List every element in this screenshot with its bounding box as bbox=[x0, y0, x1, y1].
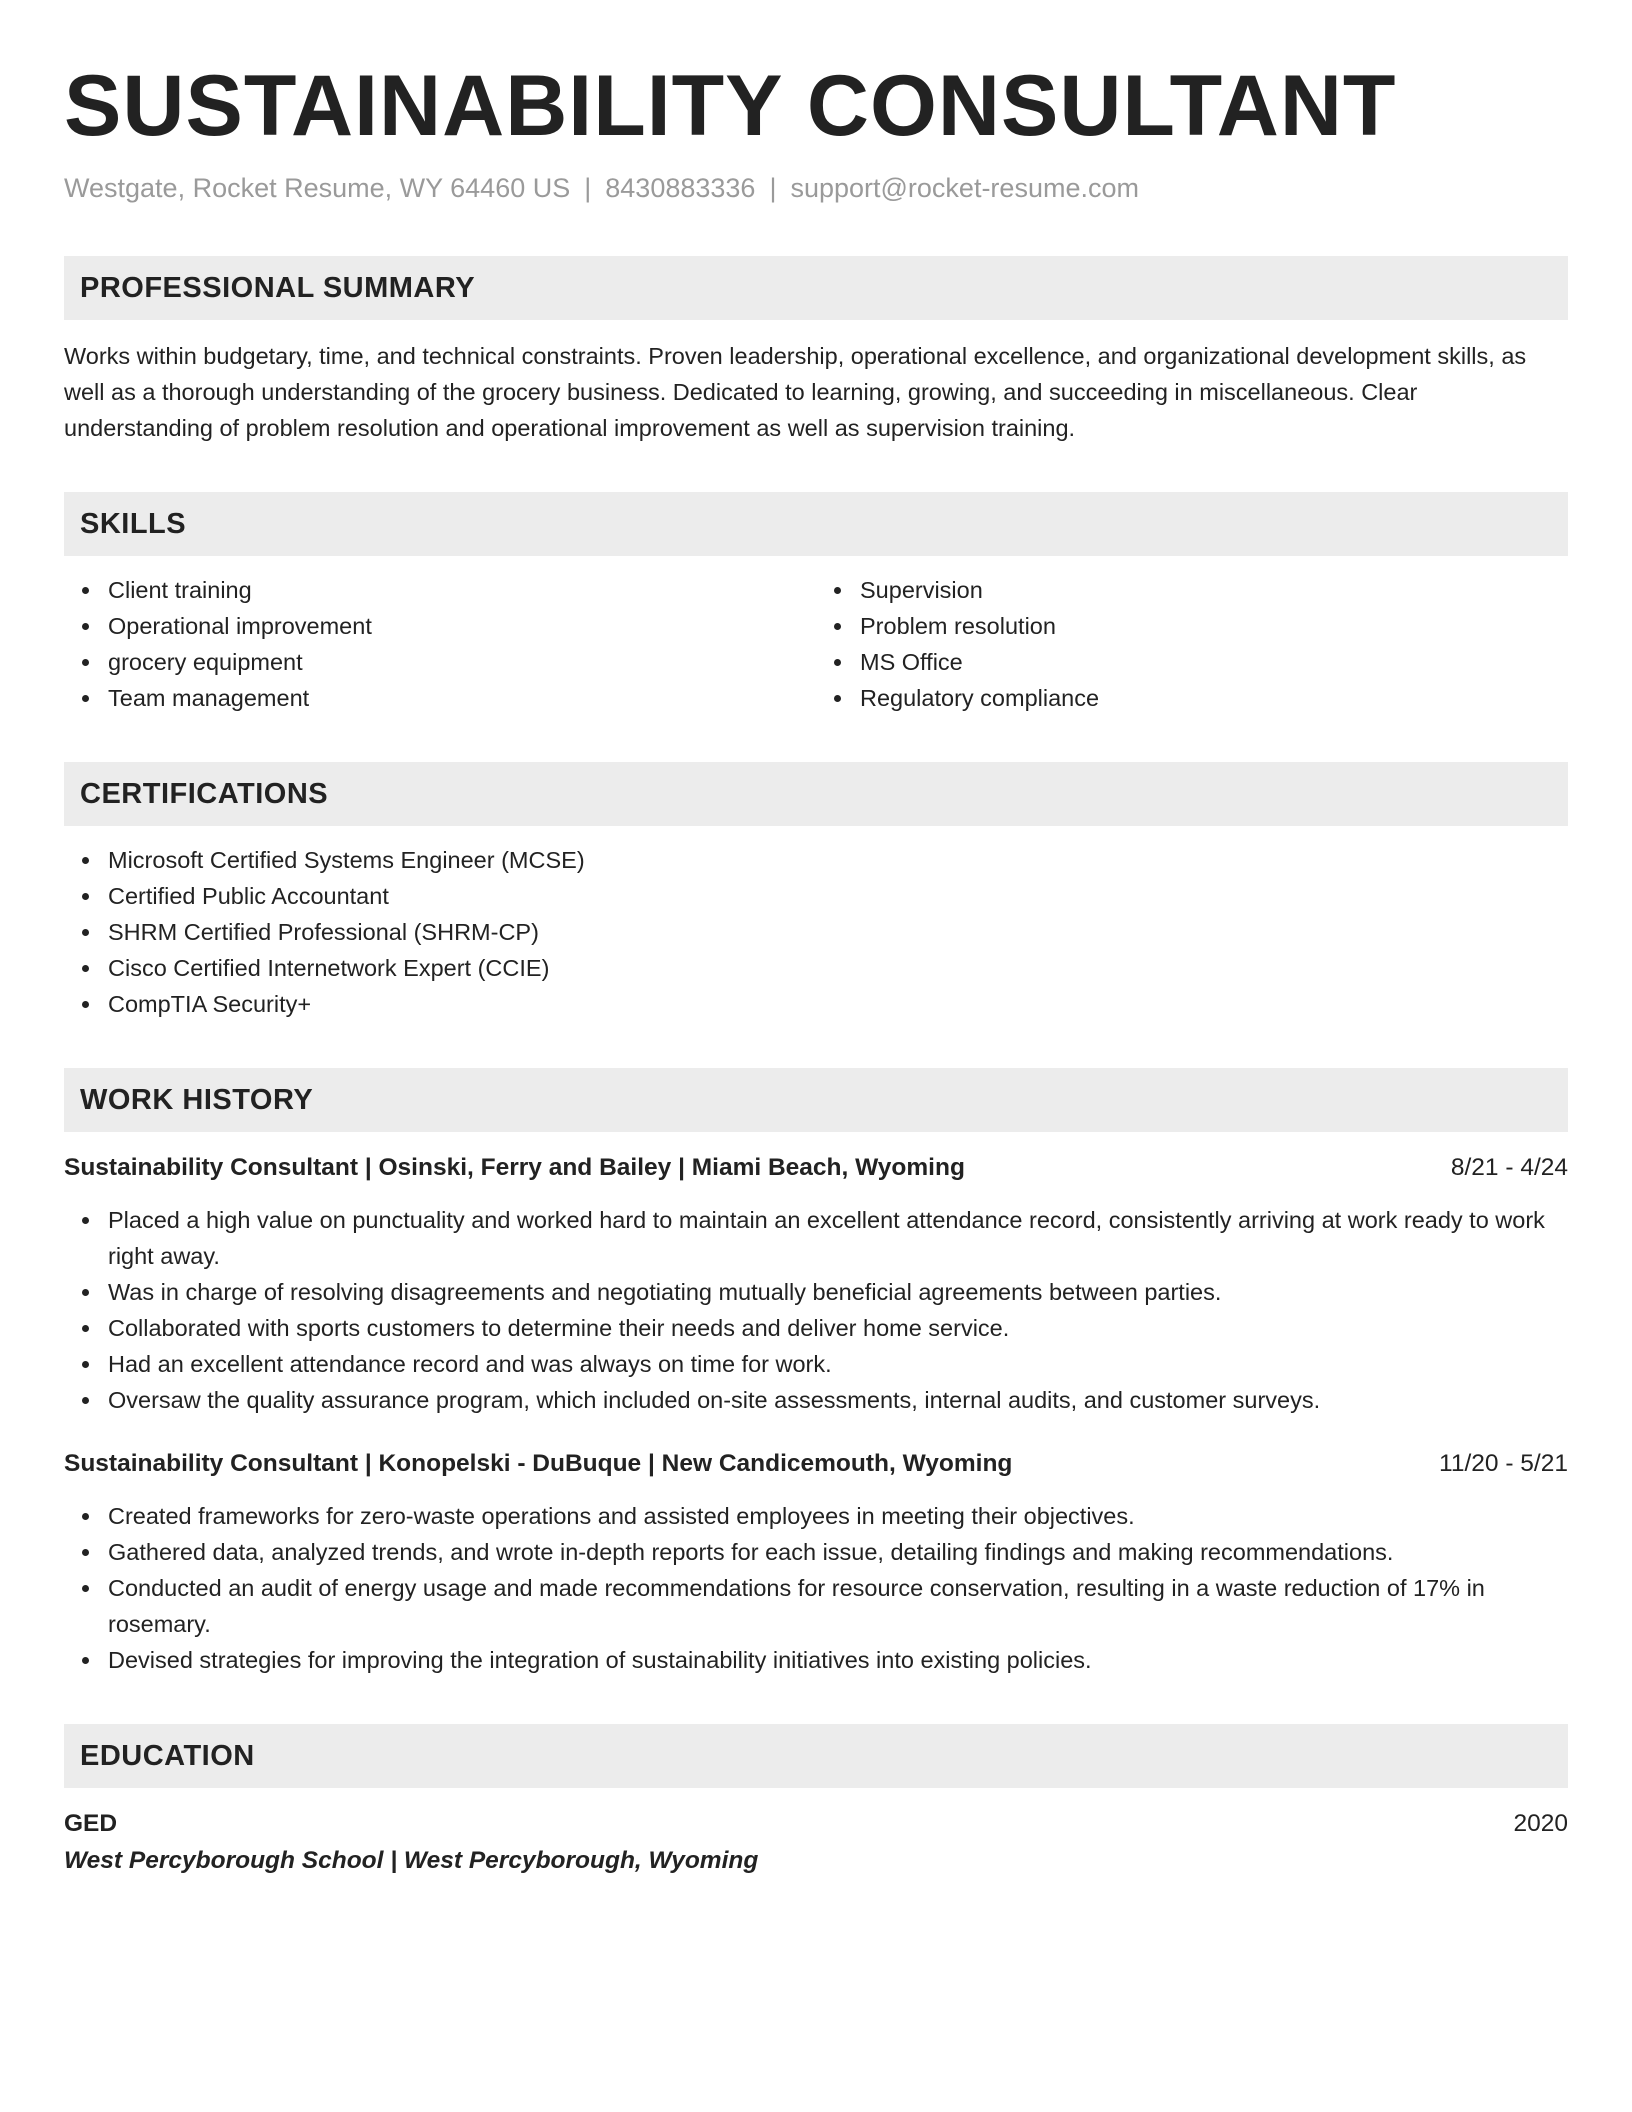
skill-item: Operational improvement bbox=[108, 608, 816, 644]
job-bullet: Oversaw the quality assurance program, which included on-site assessments, internal audits, and customer surveys. bbox=[108, 1382, 1568, 1418]
contact-line bbox=[64, 170, 1568, 206]
job-title: Sustainability Consultant | Osinski, Ferry and Bailey | Miami Beach, Wyoming bbox=[64, 1154, 965, 1181]
certification-item: Cisco Certified Internetwork Expert (CCIE) bbox=[108, 950, 1568, 986]
job-bullet: Placed a high value on punctuality and worked hard to maintain an excellent attendance record, consistently arriving at work ready to work right away. bbox=[108, 1202, 1568, 1274]
skills-grid bbox=[64, 556, 1568, 716]
job-bullet: Was in charge of resolving disagreements and negotiating mutually beneficial agreements between parties. bbox=[108, 1274, 1568, 1310]
skill-item: Supervision bbox=[860, 572, 1568, 608]
summary-text: Works within budgetary, time, and technical constraints. Proven leadership, operational excellence, and organizational development skills, as well as a thorough understanding of the grocery business. Dedicated to learning, growing, and succeeding in miscellaneous. Clear understanding of problem resolution and operational improvement as well as supervision training. bbox=[64, 343, 1527, 441]
section-header-work-history: WORK HISTORY bbox=[64, 1068, 1568, 1132]
education-school: West Percyborough School | West Percyborough, Wyoming bbox=[64, 1847, 759, 1874]
job-bullet: Created frameworks for zero-waste operations and assisted employees in meeting their objectives. bbox=[108, 1498, 1568, 1534]
job-title: Sustainability Consultant | Konopelski - DuBuque | New Candicemouth, Wyoming bbox=[64, 1450, 1013, 1477]
job-header bbox=[64, 1150, 1568, 1186]
skill-item: grocery equipment bbox=[108, 644, 816, 680]
job-bullet: Gathered data, analyzed trends, and wrote in-depth reports for each issue, detailing findings and making recommendations. bbox=[108, 1534, 1568, 1570]
job-bullets bbox=[64, 1202, 1568, 1418]
section-header-education: EDUCATION bbox=[64, 1724, 1568, 1788]
job-bullet: Conducted an audit of energy usage and made recommendations for resource conservation, resulting in a waste reduction of 17% in rosemary. bbox=[108, 1570, 1568, 1642]
certification-item: SHRM Certified Professional (SHRM-CP) bbox=[108, 914, 1568, 950]
skills-list-right bbox=[816, 572, 1568, 716]
skills-list-left bbox=[64, 572, 816, 716]
skill-item: Regulatory compliance bbox=[860, 680, 1568, 716]
job-bullets bbox=[64, 1498, 1568, 1678]
education-degree: GED bbox=[64, 1810, 118, 1837]
certification-item: Certified Public Accountant bbox=[108, 878, 1568, 914]
resume-title: SUSTAINABILITY CONSULTANT bbox=[64, 58, 1397, 154]
certifications-list bbox=[64, 842, 1568, 1022]
contact-address: Westgate, Rocket Resume, WY 64460 US bbox=[64, 173, 571, 203]
contact-separator: | bbox=[584, 173, 592, 203]
section-header-certifications: CERTIFICATIONS bbox=[64, 762, 1568, 826]
education-header bbox=[64, 1806, 1568, 1842]
skill-item: Client training bbox=[108, 572, 816, 608]
certification-item: Microsoft Certified Systems Engineer (MCSE) bbox=[108, 842, 1568, 878]
job-bullet: Collaborated with sports customers to determine their needs and deliver home service. bbox=[108, 1310, 1568, 1346]
job-dates: 8/21 - 4/24 bbox=[1450, 1154, 1568, 1181]
education-year: 2020 bbox=[1513, 1810, 1568, 1837]
contact-phone: 8430883336 bbox=[605, 173, 756, 203]
section-header-summary: PROFESSIONAL SUMMARY bbox=[64, 256, 1568, 320]
contact-email: support@rocket-resume.com bbox=[790, 173, 1139, 203]
skill-item: Problem resolution bbox=[860, 608, 1568, 644]
skill-item: MS Office bbox=[860, 644, 1568, 680]
contact-separator: | bbox=[769, 173, 777, 203]
job-bullet: Had an excellent attendance record and was always on time for work. bbox=[108, 1346, 1568, 1382]
job-bullet: Devised strategies for improving the integration of sustainability initiatives into existing policies. bbox=[108, 1642, 1568, 1678]
certification-item: CompTIA Security+ bbox=[108, 986, 1568, 1022]
job-entry bbox=[64, 1150, 1568, 1418]
section-header-skills: SKILLS bbox=[64, 492, 1568, 556]
job-header bbox=[64, 1446, 1568, 1482]
job-dates: 11/20 - 5/21 bbox=[1439, 1450, 1568, 1477]
job-entry bbox=[64, 1446, 1568, 1678]
skill-item: Team management bbox=[108, 680, 816, 716]
